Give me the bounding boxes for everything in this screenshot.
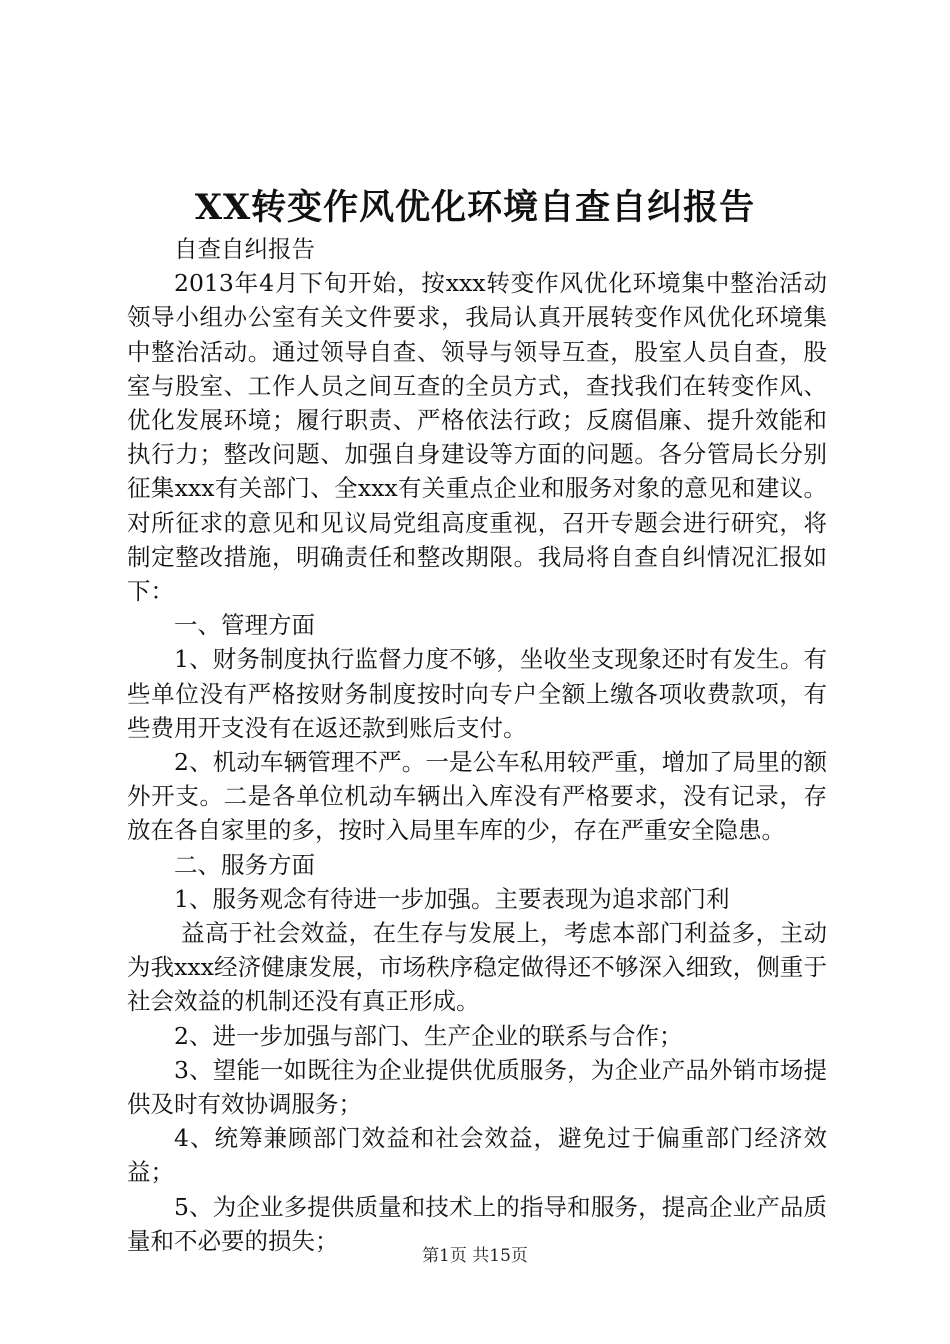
subtitle-paragraph: 自查自纠报告 — [174, 235, 315, 263]
management-item-2: 2、机动车辆管理不严。一是公车私用较严重，增加了局里的额外开支。二是各单位机动车辆出入库没有严格要求，没有记录，存放在各自家里的多，按时入局里车库的少，存在严重安全隐患。 — [127, 748, 827, 845]
service-item-1-continuation: 益高于社会效益，在生存与发展上，考虑本部门利益多，主动为我xxx经济健康发展，市场秩序稳定做得还不够深入细致，侧重于社会效益的机制还没有真正形成。 — [127, 919, 827, 1016]
intro-paragraph: 2013年4月下旬开始，按xxx转变作风优化环境集中整治活动领导小组办公室有关文件要求，我局认真开展转变作风优化环境集中整治活动。通过领导自查、领导与领导互查，股室人员自查，股室与股室、工作人员之间互查的全员方式，查找我们在转变作风、优化发展环境；履行职责、严格依法行政；反腐倡廉、提升效能和执行力；整改问题、加强自身建设等方面的问题。各分管局长分别征集xxx有关部门、全xxx有关重点企业和服务对象的意见和建议。对所征求的意见和见议局党组高度重视，召开专题会进行研究，将制定整改措施，明确责任和整改期限。我局将自查自纠情况汇报如下： — [127, 269, 827, 606]
section-heading-service: 二、服务方面 — [174, 850, 315, 879]
service-item-4: 4、统筹兼顾部门效益和社会效益，避免过于偏重部门经济效益； — [127, 1124, 827, 1187]
document-title: XX转变作风优化环境自查自纠报告 — [194, 187, 756, 228]
service-item-3: 3、望能一如既往为企业提供优质服务，为企业产品外销市场提供及时有效协调服务； — [127, 1055, 827, 1119]
service-item-5: 5、为企业多提供质量和技术上的指导和服务，提高企业产品质量和不必要的损失； — [127, 1192, 827, 1255]
service-item-2: 2、进一步加强与部门、生产企业的联系与合作； — [174, 1021, 683, 1050]
document-body — [127, 232, 827, 1258]
section-heading-management: 一、管理方面 — [174, 611, 315, 640]
management-item-1: 1、财务制度执行监督力度不够，坐收坐支现象还时有发生。有些单位没有严格按财务制度按时向专户全额上缴各项收费款项，有些费用开支没有在返还款到账后支付。 — [127, 645, 827, 742]
service-item-1: 1、服务观念有待进一步加强。主要表现为追求部门利 — [174, 884, 730, 913]
page-number-footer: 第1页 共15页 — [422, 1246, 528, 1266]
